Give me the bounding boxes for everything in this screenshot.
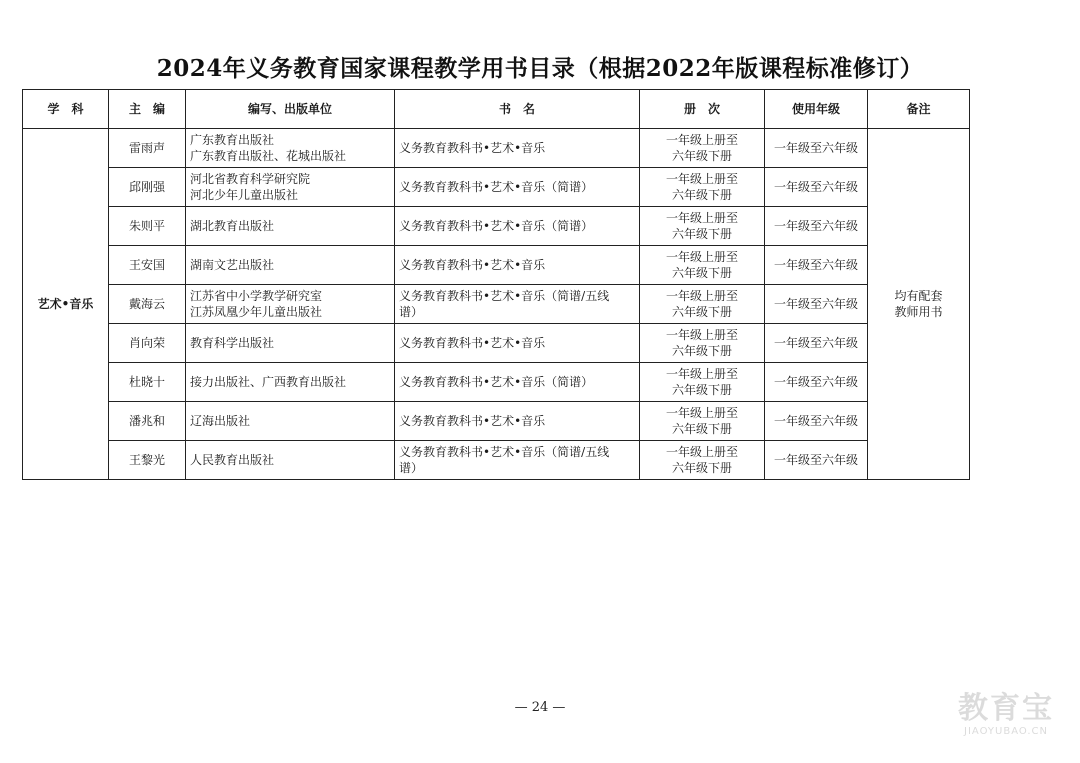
volume-line: 一年级上册至 (665, 328, 738, 342)
volume-line: 六年级下册 (671, 422, 732, 436)
volume-line: 六年级下册 (671, 266, 732, 280)
note-line: 教师用书 (894, 305, 943, 319)
book-title-cell (395, 363, 640, 402)
publisher-line: 江苏省中小学教学研究室 (190, 289, 323, 303)
volume-line: 一年级上册至 (665, 445, 738, 459)
editor-cell: 邱刚强 (109, 168, 186, 207)
book-title-cell (395, 441, 640, 480)
grades-cell: 一年级至六年级 (765, 324, 868, 363)
volume-line: 一年级上册至 (665, 367, 738, 381)
grades-cell: 一年级至六年级 (765, 129, 868, 168)
publisher-cell (186, 402, 395, 441)
header-grades: 使用年级 (765, 90, 868, 129)
book-title-line: 义务教育教科书•艺术•音乐 (399, 258, 546, 272)
editor-cell: 王安国 (109, 246, 186, 285)
book-title-cell (395, 324, 640, 363)
book-title-line: 义务教育教科书•艺术•音乐 (399, 414, 546, 428)
book-title-cell (395, 246, 640, 285)
publisher-line: 教育科学出版社 (190, 336, 275, 350)
publisher-line: 河北少年儿童出版社 (190, 188, 299, 202)
notes-cell (868, 129, 970, 480)
book-title-cell (395, 285, 640, 324)
header-editor: 主 编 (109, 90, 186, 129)
book-title-line: 义务教育教科书•艺术•音乐 (399, 336, 546, 350)
volume-cell (640, 168, 765, 207)
volume-line: 六年级下册 (671, 149, 732, 163)
header-publisher: 编写、出版单位 (186, 90, 395, 129)
editor-cell: 雷雨声 (109, 129, 186, 168)
publisher-cell (186, 363, 395, 402)
book-title-line: 义务教育教科书•艺术•音乐 (399, 141, 546, 155)
table-row (23, 402, 970, 441)
book-title-line: 谱） (399, 305, 424, 319)
volume-line: 六年级下册 (671, 344, 732, 358)
volume-line: 一年级上册至 (665, 250, 738, 264)
header-subject: 学 科 (23, 90, 109, 129)
book-title-cell (395, 129, 640, 168)
table-row (23, 363, 970, 402)
publisher-cell (186, 129, 395, 168)
table-row (23, 168, 970, 207)
header-volume: 册 次 (640, 90, 765, 129)
note-line: 均有配套 (894, 289, 943, 303)
header-book-title: 书 名 (395, 90, 640, 129)
publisher-cell (186, 168, 395, 207)
publisher-line: 湖北教育出版社 (190, 219, 275, 233)
publisher-line: 广东教育出版社 (190, 133, 275, 147)
publisher-cell (186, 207, 395, 246)
table-row (23, 207, 970, 246)
editor-cell: 肖向荣 (109, 324, 186, 363)
table-row (23, 246, 970, 285)
book-title-line: 义务教育教科书•艺术•音乐（简谱） (399, 180, 594, 194)
publisher-line: 接力出版社、广西教育出版社 (190, 375, 347, 389)
grades-cell: 一年级至六年级 (765, 363, 868, 402)
table-row (23, 285, 970, 324)
table-row (23, 129, 970, 168)
page-number: — 24 — (514, 700, 566, 715)
watermark-main-text: 教育宝 (958, 691, 1054, 726)
publisher-line: 人民教育出版社 (190, 453, 275, 467)
volume-cell (640, 129, 765, 168)
publisher-line: 辽海出版社 (190, 414, 251, 428)
editor-cell: 朱则平 (109, 207, 186, 246)
editor-cell: 戴海云 (109, 285, 186, 324)
grades-cell: 一年级至六年级 (765, 168, 868, 207)
watermark-logo (946, 692, 1066, 737)
table-header-row (23, 90, 970, 129)
publisher-line: 湖南文艺出版社 (190, 258, 275, 272)
volume-line: 六年级下册 (671, 305, 732, 319)
table-row (23, 324, 970, 363)
grades-cell: 一年级至六年级 (765, 285, 868, 324)
volume-cell (640, 441, 765, 480)
subject-cell: 艺术•音乐 (23, 129, 109, 480)
publisher-cell (186, 324, 395, 363)
grades-cell: 一年级至六年级 (765, 402, 868, 441)
volume-line: 六年级下册 (671, 461, 732, 475)
book-title-cell (395, 402, 640, 441)
volume-line: 六年级下册 (671, 188, 732, 202)
volume-line: 六年级下册 (671, 227, 732, 241)
volume-line: 一年级上册至 (665, 172, 738, 186)
book-title-cell (395, 207, 640, 246)
grades-cell: 一年级至六年级 (765, 246, 868, 285)
volume-line: 一年级上册至 (665, 289, 738, 303)
publisher-line: 广东教育出版社、花城出版社 (190, 149, 347, 163)
volume-line: 六年级下册 (671, 383, 732, 397)
document-title: 2024年义务教育国家课程教学用书目录（根据2022年版课程标准修订） (156, 55, 924, 82)
book-title-line: 义务教育教科书•艺术•音乐（简谱/五线 (399, 445, 610, 459)
publisher-line: 江苏凤凰少年儿童出版社 (190, 305, 323, 319)
grades-cell: 一年级至六年级 (765, 207, 868, 246)
book-title-cell (395, 168, 640, 207)
volume-line: 一年级上册至 (665, 133, 738, 147)
editor-cell: 杜晓十 (109, 363, 186, 402)
book-title-line: 义务教育教科书•艺术•音乐（简谱/五线 (399, 289, 610, 303)
book-title-line: 义务教育教科书•艺术•音乐（简谱） (399, 375, 594, 389)
table-row (23, 441, 970, 480)
textbook-catalog-table (22, 89, 970, 480)
volume-line: 一年级上册至 (665, 406, 738, 420)
volume-line: 一年级上册至 (665, 211, 738, 225)
volume-cell (640, 285, 765, 324)
grades-cell: 一年级至六年级 (765, 441, 868, 480)
volume-cell (640, 363, 765, 402)
volume-cell (640, 207, 765, 246)
header-notes: 备注 (868, 90, 970, 129)
publisher-cell (186, 285, 395, 324)
book-title-line: 谱） (399, 461, 424, 475)
table-body (23, 129, 970, 480)
editor-cell: 王黎光 (109, 441, 186, 480)
publisher-cell (186, 441, 395, 480)
publisher-cell (186, 246, 395, 285)
publisher-line: 河北省教育科学研究院 (190, 172, 311, 186)
editor-cell: 潘兆和 (109, 402, 186, 441)
book-title-line: 义务教育教科书•艺术•音乐（简谱） (399, 219, 594, 233)
volume-cell (640, 402, 765, 441)
volume-cell (640, 324, 765, 363)
watermark-sub-text: JIAOYUBAO.CN (964, 726, 1048, 737)
volume-cell (640, 246, 765, 285)
